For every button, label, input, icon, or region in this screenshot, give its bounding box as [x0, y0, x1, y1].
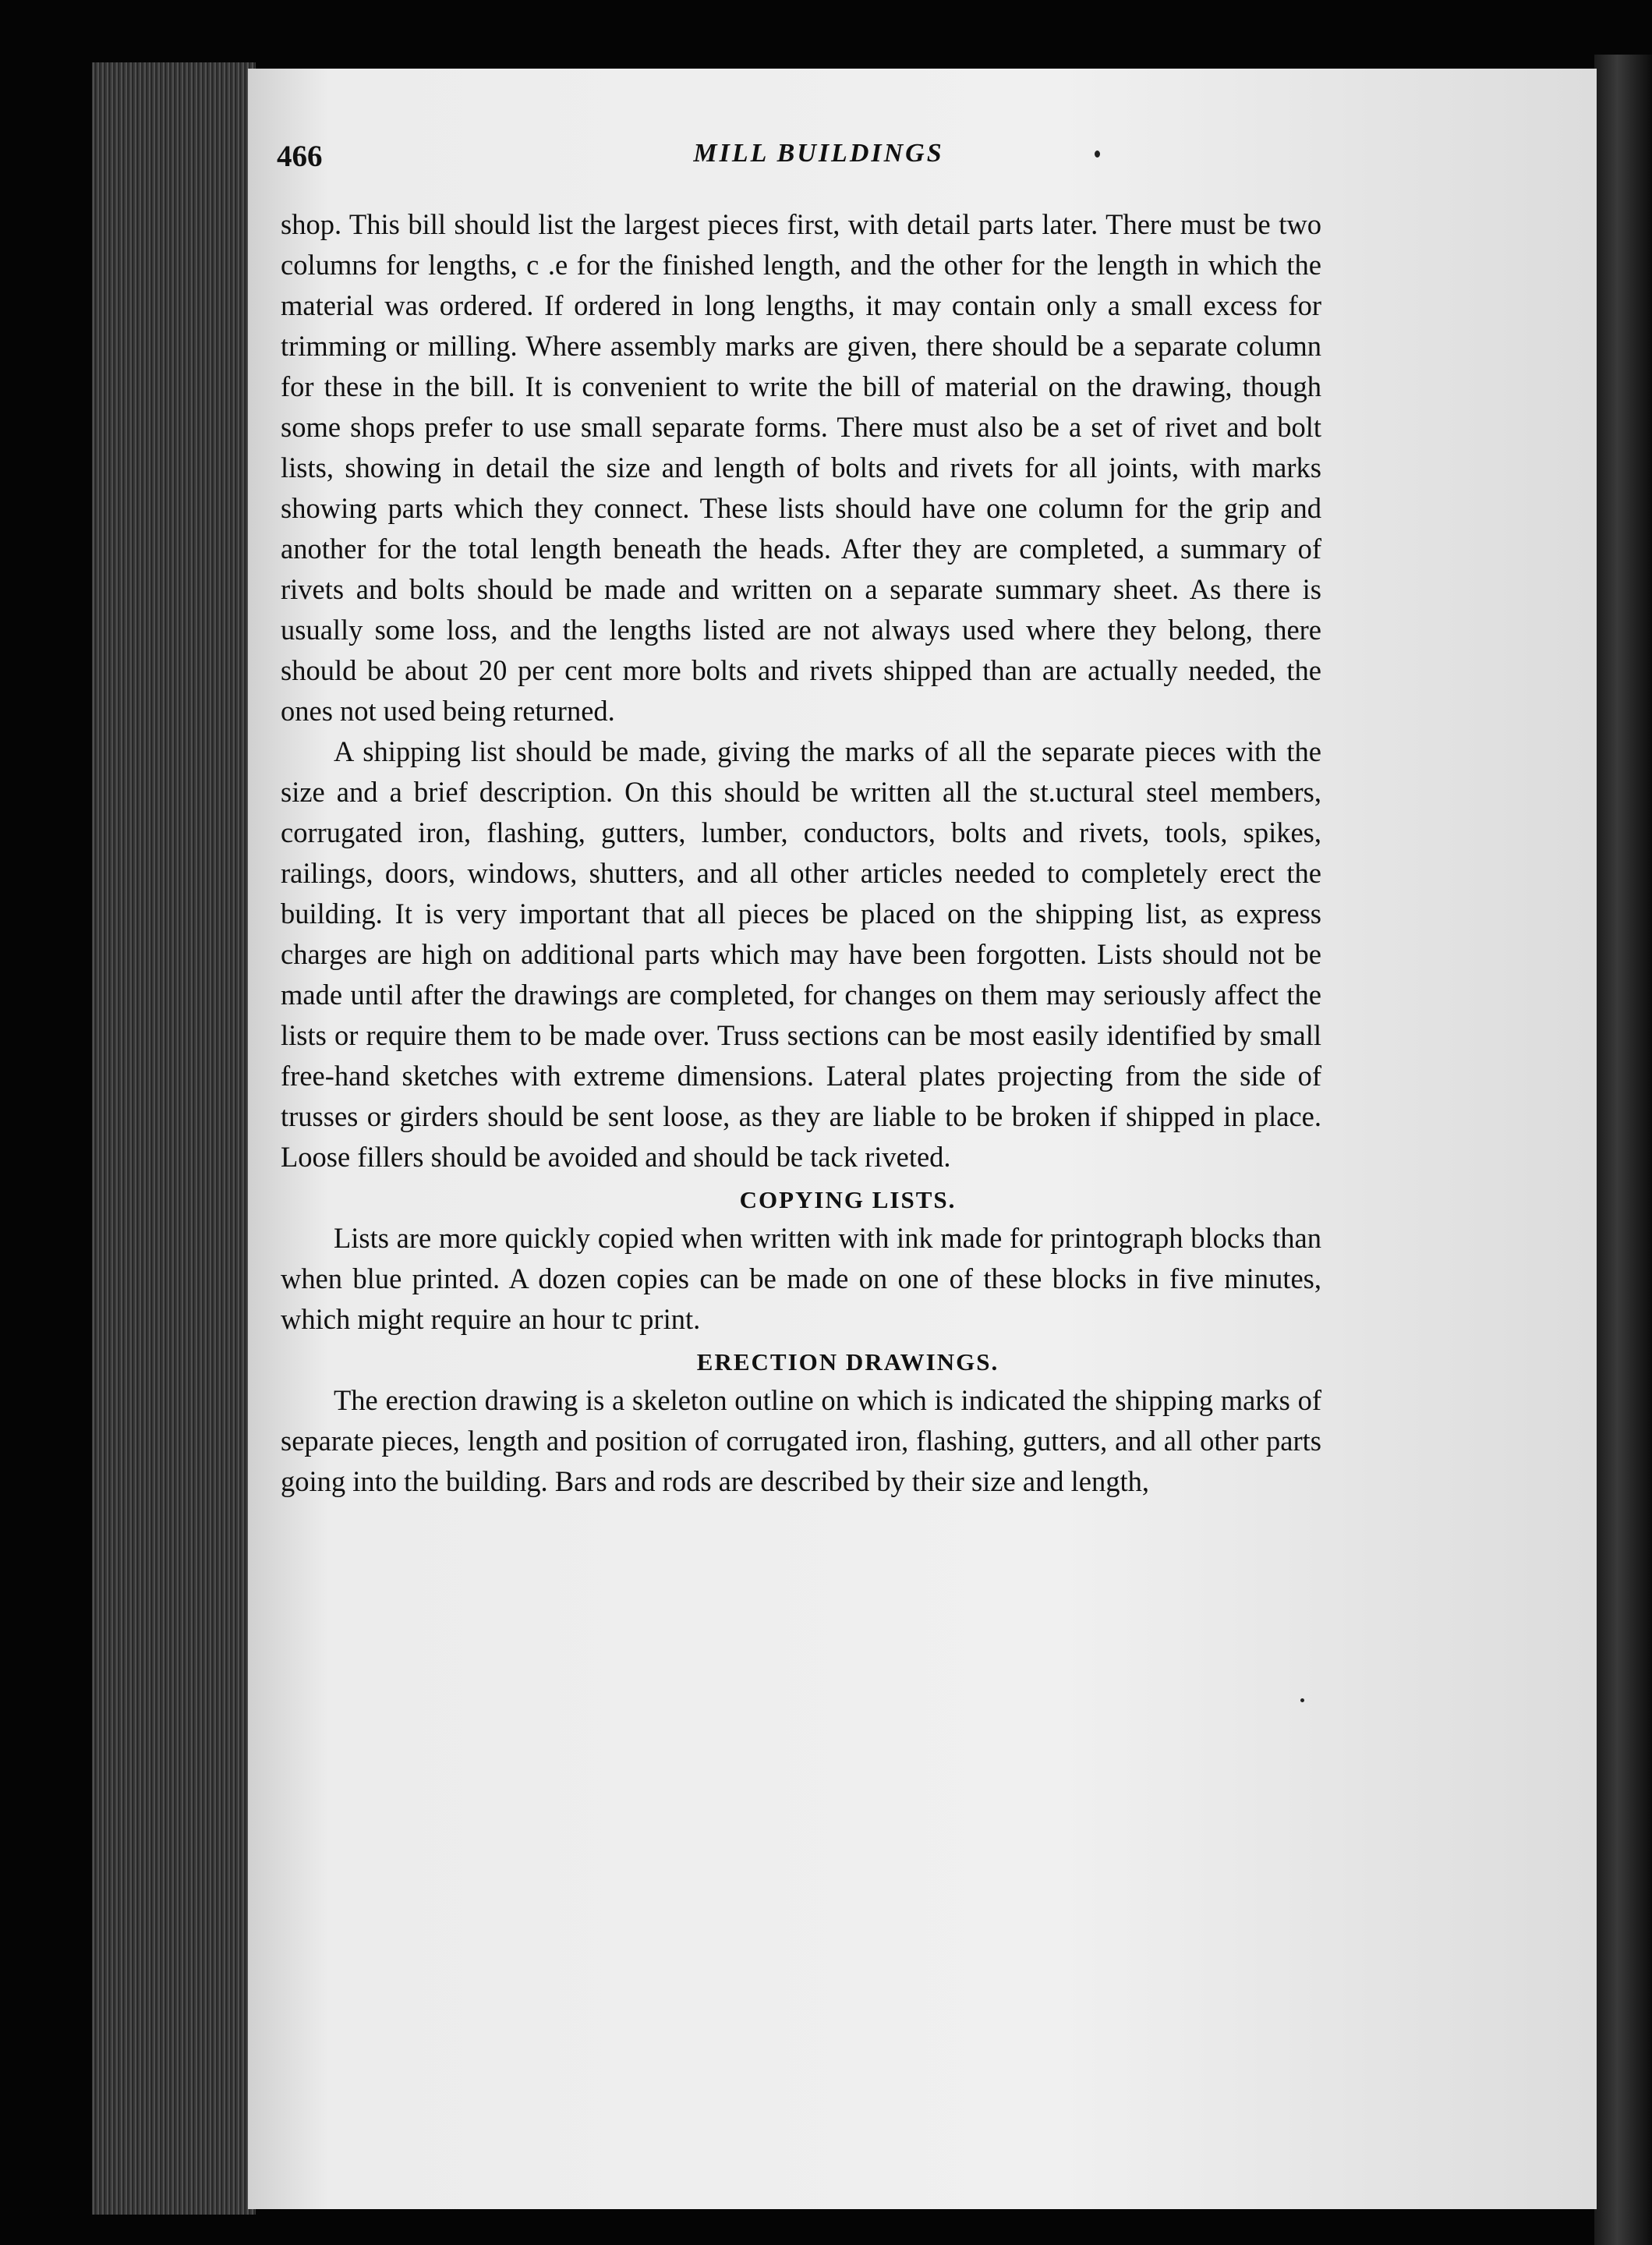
- book-spine-edge: [92, 62, 256, 2215]
- page-header: [0, 139, 1652, 193]
- page-body: [281, 204, 1321, 1502]
- scan-speck: [1300, 1698, 1304, 1702]
- section-heading-copying-lists: COPYING LISTS.: [739, 1186, 957, 1213]
- paragraph-bill-of-material: shop. This bill should list the largest pieces first, with detail parts later. There must be two columns for lengths, c .e for the finished length, and the other for the length in which the material was ordered. If ordered in long lengths, it may contain only a small excess for trimming or milling. Where assembly marks are given, there should be a separate column for these in the bill. It is convenient to write the bill of material on the drawing, though some shops prefer to use small separate forms. There must also be a set of rivet and bolt lists, showing in detail the size and length of bolts and rivets for all joints, with marks showing parts which they connect. These lists should have one column for the grip and another for the total length beneath the heads. After they are completed, a summary of rivets and bolts should be made and written on a separate summary sheet. As there is usually some loss, and the lengths listed are not always used where they belong, there should be about 20 per cent more bolts and rivets shipped than are actually needed, the ones not used being returned.: [281, 208, 1321, 727]
- section-heading-erection-drawings: ERECTION DRAWINGS.: [696, 1348, 999, 1376]
- paragraph-copying-lists: Lists are more quickly copied when written with ink made for printograph blocks than when blue printed. A dozen copies can be made on one of these blocks in five minutes, which might require an hour tc print.: [281, 1222, 1321, 1335]
- paragraph-erection-drawings: The erection drawing is a skeleton outline on which is indicated the shipping marks of separate pieces, length and position of corrugated iron, flashing, gutters, and all other parts going into the building. Bars and rods are described by their size and length,: [281, 1384, 1321, 1497]
- book-right-edge: [1594, 55, 1652, 2245]
- running-head: MILL BUILDINGS: [693, 139, 944, 168]
- paragraph-shipping-list: A shipping list should be made, giving the marks of all the separate pieces with the size and a brief description. On this should be written all the st.uctural steel members, corrugated iron, flashing, gutters, lumber, conductors, bolts and rivets, tools, spikes, railings, doors, windows, shutters, and all other articles needed to completely erect the building. It is very important that all pieces be placed on the shipping list, as express charges are high on additional parts which may have been forgotten. Lists should not be made until after the drawings are completed, for changes on them may seriously affect the lists or require them to be made over. Truss sections can be most easily identified by small free-hand sketches with extreme dimensions. Lateral plates projecting from the side of trusses or girders should be sent loose, as they are liable to be broken if shipped in place. Loose fillers should be avoided and should be tack riveted.: [281, 735, 1321, 1173]
- page-number: 466: [277, 140, 323, 173]
